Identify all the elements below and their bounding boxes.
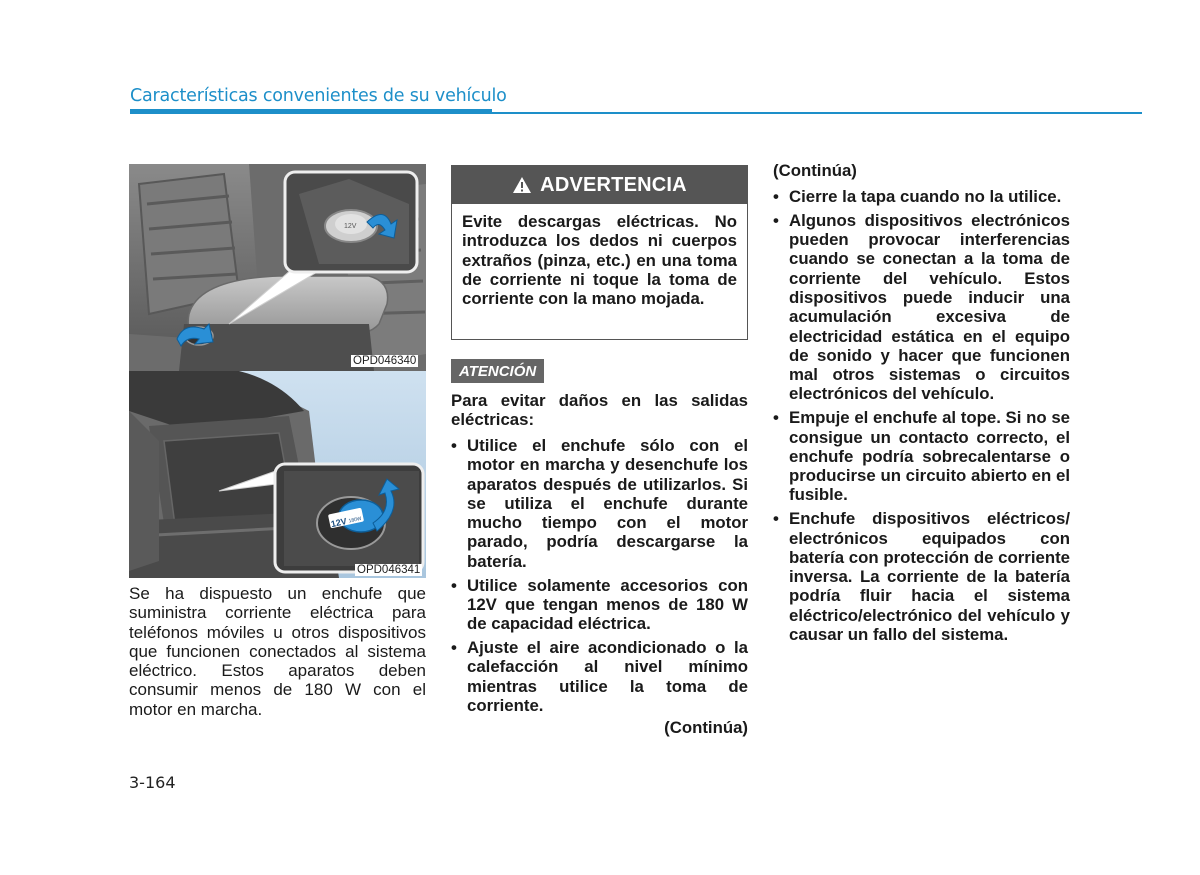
warning-box: [451, 165, 748, 340]
warning-triangle-icon: [512, 176, 532, 194]
socket-sublabel: 180W: [348, 515, 363, 525]
list-item: • Empuje el enchufe al tope. Si no se consigue un contacto correcto, el enchufe podría sobrecalentarse o producirse un circuito abierto en el fusible.: [773, 408, 1070, 505]
section-title: Características convenientes de su vehículo: [130, 86, 507, 106]
svg-text:12V: 12V: [344, 223, 357, 230]
list-item: • Cierre la tapa cuando no la utilice.: [773, 187, 1062, 206]
rear-cargo-illustration: [129, 371, 426, 578]
list-item: • Utilice el enchufe sólo con el motor en marcha y desenchufe los aparatos después de utilizarlos. Si se utiliza el enchufe durante mucho tiempo con el motor parado, podría descargarse la batería.: [451, 436, 748, 571]
center-console-illustration: [129, 164, 426, 371]
warning-title: ADVERTENCIA: [540, 173, 687, 196]
warning-body: Evite descargas eléctricas. No introduzca los dedos ni cuerpos extraños (pinza, etc.) en una toma de corriente ni toque la toma de corriente con la mano mojada.: [462, 212, 737, 309]
header-rule: [130, 109, 492, 114]
attention-bullet-list: [451, 436, 748, 720]
list-item: • Algunos dispositivos electrónicos pueden provocar interferencias cuando se conectan a la toma de corriente del vehículo. Estos dispositivos puede inducir una acumulación excesiva de electricidad estática en el equipo de sonido y hacer que funcionen mal otros sistemas o circuitos electrónicos del vehículo.: [773, 210, 1070, 404]
attention-intro: Para evitar daños en las salidas eléctricas:: [451, 391, 748, 430]
list-item: • Utilice solamente accesorios con 12V que tengan menos de 180 W de capacidad eléctrica.: [451, 575, 748, 634]
figure-code-rear: OPD046341: [357, 564, 421, 576]
attention-tag: ATENCIÓN: [451, 359, 544, 383]
figure-code-center: OPD046340: [353, 355, 417, 367]
col3-bullet-list: [773, 187, 1070, 649]
continued-label: (Continúa): [773, 161, 857, 180]
socket-label: 12V: [329, 516, 348, 530]
continues-label: (Continúa): [664, 718, 748, 737]
list-item: • Enchufe dispositivos eléctricos/ electrónicos equipados con batería con protección de corriente inversa. La corriente de la batería podría fluir hacia el sistema eléctrico/electrónico del vehículo y causar un fallo del sistema.: [773, 509, 1070, 645]
list-item: • Ajuste el aire acondicionado o la calefacción al nivel mínimo mientras utilice la toma de corriente.: [451, 637, 748, 715]
warning-header: [452, 166, 747, 204]
intro-paragraph: Se ha dispuesto un enchufe que suministra corriente eléctrica para teléfonos móviles u otros dispositivos que funcionen conectados al sistema eléctrico. Estos aparatos deben consumir menos de 180 W con el motor en marcha.: [129, 584, 426, 719]
figure-center-console: [129, 164, 426, 371]
page-number: 3-164: [129, 773, 176, 792]
figure-rear-cargo: [129, 371, 426, 578]
header-rule-thin: [492, 112, 1142, 114]
